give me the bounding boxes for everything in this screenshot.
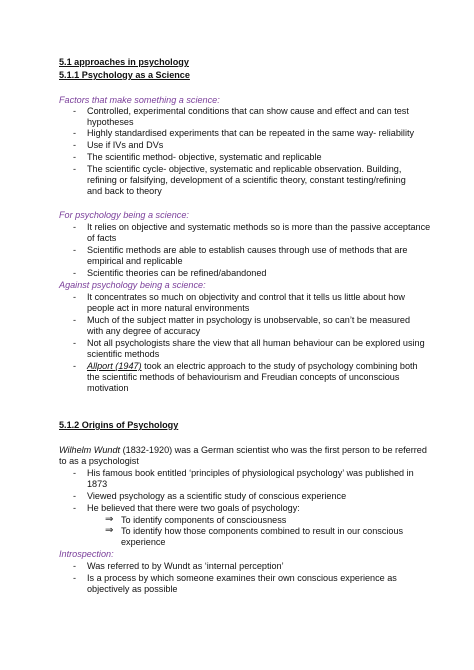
list-item: He believed that there were two goals of psychology: bbox=[87, 503, 300, 513]
list-item-continuation: people act in more natural environments bbox=[87, 303, 250, 313]
list-item-continuation: motivation bbox=[87, 383, 129, 393]
list-item-continuation: objectively as possible bbox=[87, 584, 178, 594]
bullet-dash: - bbox=[73, 268, 77, 278]
list-item-continuation: the scientific methods of behaviourism and Freudian concepts of unconscious bbox=[87, 372, 400, 382]
section-heading: 5.1 approaches in psychology bbox=[59, 57, 189, 67]
wundt-paragraph bbox=[59, 445, 427, 456]
introspection-heading: Introspection: bbox=[59, 549, 114, 559]
against-heading: Against psychology being a science: bbox=[59, 280, 206, 290]
list-item-continuation: and back to theory bbox=[87, 186, 162, 196]
for-heading: For psychology being a science: bbox=[59, 210, 189, 220]
list-item-continuation: 1873 bbox=[87, 479, 108, 489]
list-item-continuation: scientific methods bbox=[87, 349, 160, 359]
wundt-paragraph-continuation: to as a psychologist bbox=[59, 456, 139, 466]
list-item: Much of the subject matter in psychology is unobservable, so can’t be measured bbox=[87, 315, 411, 325]
list-item: The scientific method- objective, systematic and replicable bbox=[87, 152, 322, 162]
bullet-dash: - bbox=[73, 292, 77, 302]
list-item: Highly standardised experiments that can be repeated in the same way- reliability bbox=[87, 128, 415, 138]
bullet-dash: - bbox=[73, 338, 77, 348]
subsection-heading: 5.1.1 Psychology as a Science bbox=[59, 70, 190, 80]
list-item-continuation: refining or falsifying, development of a scientific theory, constant testing/refining bbox=[87, 175, 406, 185]
bullet-dash: - bbox=[73, 573, 77, 583]
bullet-dash: - bbox=[73, 140, 77, 150]
list-item-continuation: hypotheses bbox=[87, 117, 134, 127]
bullet-dash: - bbox=[73, 152, 77, 162]
list-item bbox=[87, 361, 418, 372]
factors-heading: Factors that make something a science: bbox=[59, 95, 220, 105]
list-item-continuation: with any degree of accuracy bbox=[87, 326, 201, 336]
bullet-dash: - bbox=[73, 315, 77, 325]
list-item: Viewed psychology as a scientific study of conscious experience bbox=[87, 491, 347, 501]
list-item: His famous book entitled ‘principles of physiological psychology’ was published in bbox=[87, 468, 414, 478]
list-item: Is a process by which someone examines their own conscious experience as bbox=[87, 573, 397, 583]
list-item: Use if IVs and DVs bbox=[87, 140, 164, 150]
list-item: The scientific cycle- objective, systematic and replicable observation. Building, bbox=[87, 164, 402, 174]
list-item: Was referred to by Wundt as ‘internal perception’ bbox=[87, 561, 284, 571]
bullet-dash: - bbox=[73, 561, 77, 571]
goal-item: To identify how those components combined to result in our conscious bbox=[121, 526, 404, 536]
bullet-dash: - bbox=[73, 468, 77, 478]
bullet-dash: - bbox=[73, 128, 77, 138]
bullet-dash: - bbox=[73, 164, 77, 174]
arrow-icon: ⇒ bbox=[105, 525, 114, 536]
wundt-name: Wilhelm Wundt bbox=[59, 445, 121, 455]
list-item-continuation: of facts bbox=[87, 233, 117, 243]
origins-heading: 5.1.2 Origins of Psychology bbox=[59, 420, 179, 430]
bullet-dash: - bbox=[73, 106, 77, 116]
bullet-dash: - bbox=[73, 361, 77, 371]
list-item-continuation: empirical and replicable bbox=[87, 256, 183, 266]
goal-item-continuation: experience bbox=[121, 537, 166, 547]
bullet-dash: - bbox=[73, 245, 77, 255]
allport-citation: Allport (1947) bbox=[87, 361, 142, 371]
list-item: It relies on objective and systematic methods so is more than the passive acceptance bbox=[87, 222, 431, 232]
list-item: Controlled, experimental conditions that can show cause and effect and can test bbox=[87, 106, 409, 116]
wundt-text: (1832-1920) was a German scientist who was the first person to be referred bbox=[120, 445, 427, 455]
goal-item: To identify components of consciousness bbox=[121, 515, 287, 525]
bullet-dash: - bbox=[73, 503, 77, 513]
arrow-icon: ⇒ bbox=[105, 514, 114, 525]
list-item: It concentrates so much on objectivity and control that it tells us little about how bbox=[87, 292, 405, 302]
list-item: Scientific theories can be refined/abandoned bbox=[87, 268, 267, 278]
list-item: Scientific methods are able to establish causes through use of methods that are bbox=[87, 245, 408, 255]
bullet-dash: - bbox=[73, 222, 77, 232]
bullet-dash: - bbox=[73, 491, 77, 501]
list-item: Not all psychologists share the view that all human behaviour can be explored using bbox=[87, 338, 425, 348]
allport-text: took an electric approach to the study of psychology combining both bbox=[141, 361, 418, 371]
